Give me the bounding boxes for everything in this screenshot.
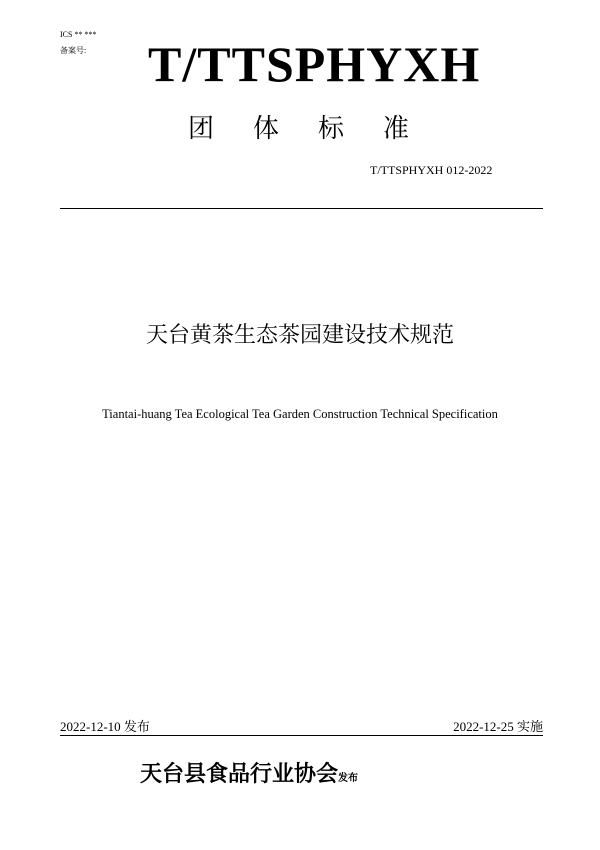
standard-code-heading: T/TTSPHYXH — [148, 36, 481, 92]
publishing-organization — [140, 757, 358, 788]
document-title-en: Tiantai-huang Tea Ecological Tea Garden Construction Technical Specification — [102, 407, 498, 421]
header-divider — [60, 208, 543, 209]
standard-category: 团体标准 — [188, 114, 449, 144]
implement-date: 2022-12-25 实施 — [453, 719, 543, 734]
filing-number-label: 备案号: — [60, 46, 87, 55]
organization-suffix: 发布 — [338, 773, 359, 784]
document-title-cn: 天台黄茶生态茶园建设技术规范 — [145, 323, 454, 348]
ics-code: ICS ** *** — [60, 30, 97, 39]
standard-number: T/TTSPHYXH 012-2022 — [370, 163, 493, 177]
publish-date: 2022-12-10 发布 — [60, 719, 150, 734]
organization-name: 天台县食品行业协会 — [140, 762, 339, 787]
footer-divider — [60, 735, 543, 736]
